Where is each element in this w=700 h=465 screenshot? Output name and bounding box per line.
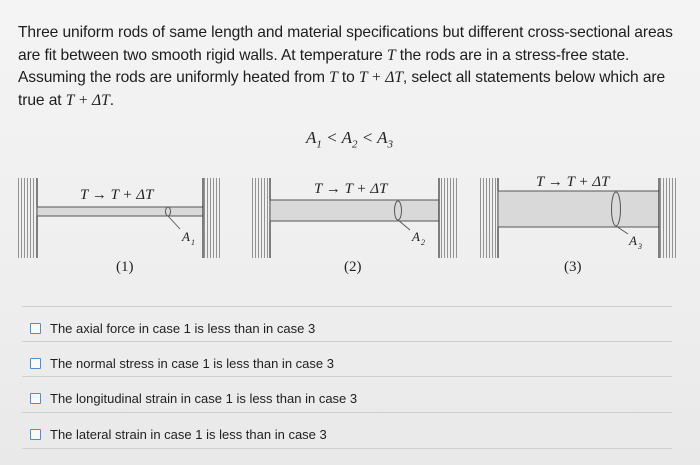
expr-T-plus-dT: T + ΔT <box>65 91 110 109</box>
divider <box>22 448 672 449</box>
option-normal-stress[interactable] <box>30 356 334 371</box>
left-wall <box>251 178 269 258</box>
rods-figure <box>0 160 700 285</box>
var-T: T <box>386 46 396 64</box>
rod-3 <box>498 191 659 227</box>
heating-label: T → T + ΔT <box>314 181 388 197</box>
divider <box>22 376 672 377</box>
option-label: The axial force in case 1 is less than in case 3 <box>50 321 316 336</box>
checkbox[interactable] <box>30 323 41 334</box>
expr-T-plus-dT: T + ΔT <box>358 69 403 86</box>
right-wall <box>660 178 678 258</box>
heating-label: T → T + ΔT <box>80 187 154 203</box>
area-relation: $A_1 < A_2 < A_3$ <box>306 128 394 151</box>
area-label: A <box>182 229 190 244</box>
var-T: T <box>329 69 338 86</box>
area-label: A <box>412 229 420 244</box>
rod-case-2 <box>251 178 458 275</box>
option-longitudinal-strain[interactable] <box>30 391 357 406</box>
left-wall <box>480 178 498 258</box>
option-label: The normal stress in case 1 is less than in case 3 <box>50 356 334 371</box>
divider <box>22 341 672 342</box>
left-wall <box>18 178 36 258</box>
divider <box>22 306 672 307</box>
checkbox[interactable] <box>30 358 41 369</box>
rod-case-1 <box>18 178 222 275</box>
rod-2 <box>270 200 439 221</box>
case-label: (1) <box>116 259 134 275</box>
area-subscript: 2 <box>421 238 425 247</box>
heating-label: T → T + ΔT <box>536 174 610 190</box>
option-label: The lateral strain in case 1 is less than in case 3 <box>50 427 327 442</box>
right-wall <box>204 178 222 258</box>
option-lateral-strain[interactable] <box>30 427 327 442</box>
area-subscript: 3 <box>638 242 642 251</box>
divider <box>22 412 672 413</box>
question-text: Three uniform rods of same length and material specifications but different cross-sectional areas are fit between two smooth rigid walls. At temperature T the rods are in a stress-free state. Assuming the rods are uniformly heated from T to T + ΔT, select all statements below which are true at T + ΔT. <box>18 24 673 109</box>
option-label: The longitudinal strain in case 1 is less than in case 3 <box>50 391 358 406</box>
case-label: (3) <box>564 259 582 275</box>
case-label: (2) <box>344 259 362 275</box>
right-wall <box>440 178 458 258</box>
rod-1 <box>37 207 203 216</box>
checkbox[interactable] <box>30 393 41 404</box>
area-subscript: 1 <box>191 238 195 247</box>
option-axial-force[interactable] <box>30 321 315 336</box>
area-label: A <box>629 233 637 248</box>
checkbox[interactable] <box>30 429 41 440</box>
rod-case-3 <box>480 174 678 275</box>
